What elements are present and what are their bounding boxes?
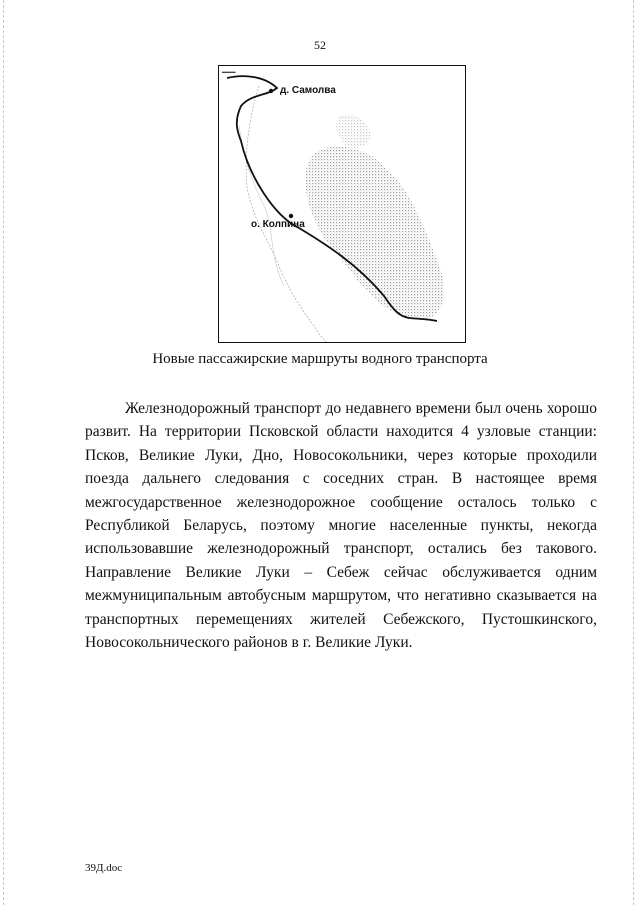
kolpina-label: о. Колпина (251, 219, 305, 230)
samolva-point (269, 89, 273, 93)
right-margin-scan-line (633, 0, 635, 905)
map-tiny-label: ▬▬▬ (222, 69, 236, 74)
lake-shading (305, 147, 444, 320)
route-map (218, 65, 466, 343)
samolva-label: д. Самолва (280, 85, 336, 96)
page-number: 52 (314, 38, 326, 52)
body-paragraph: Железнодорожный транспорт до недавнего времени был очень хорошо развит. На территории Псковской области находится 4 узловые станции: Псков, Великие Луки, Дно, Новосокольники, через которые проходили поезда дальнего следования с соседних стран. В настоящее время межгосударственное железнодорожное сообщение осталось только с Республикой Беларусь, поэтому многие населенные пункты, некогда использовавшие железнодорожный транспорт, остались без такового. Направление Великие Луки – Себеж сейчас обслуживается одним межмуниципальным автобусным маршрутом, что негативно сказывается на транспортных перемещениях жителей Себежского, Пустошкинского, Новосокольнического районов в г. Великие Луки. (85, 400, 597, 652)
figure-caption: Новые пассажирские маршруты водного транспорта (152, 351, 488, 367)
map-graphic (219, 66, 466, 343)
footer-filename: 39Д.doc (85, 862, 123, 874)
kolpina-point (289, 214, 293, 218)
lake-shading-north (336, 115, 371, 148)
left-margin-scan-line (3, 0, 5, 905)
